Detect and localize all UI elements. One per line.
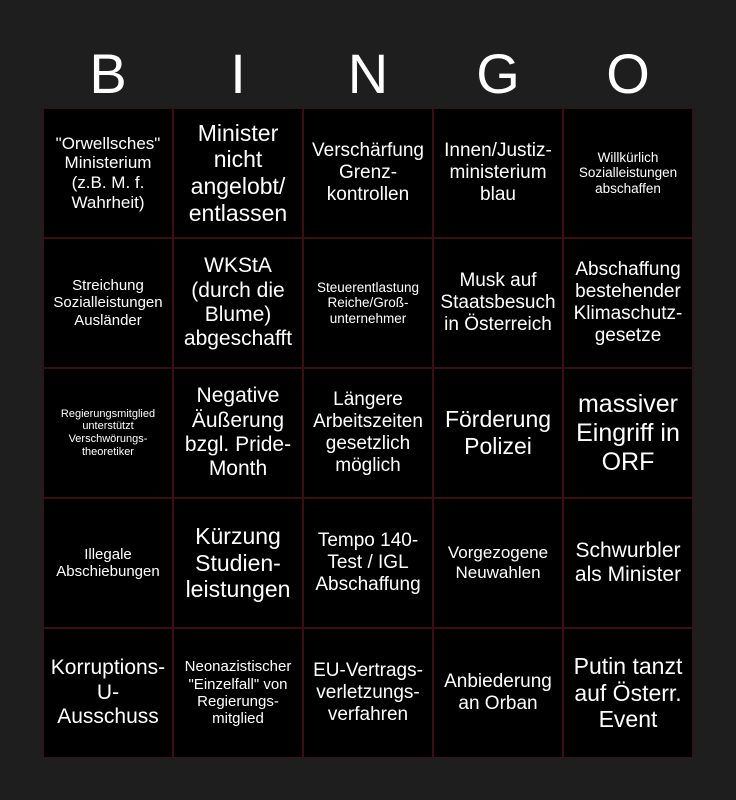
bingo-cell-4-4[interactable]: Vorgezogene Neuwahlen xyxy=(433,498,563,628)
bingo-cell-4-3[interactable]: Tempo 140-Test / IGL Abschaffung xyxy=(303,498,433,628)
bingo-cell-1-4[interactable]: Innen/Justiz-ministerium blau xyxy=(433,108,563,238)
header-letter-g: G xyxy=(476,42,520,105)
bingo-cell-2-2[interactable]: WKStA (durch die Blume) abgeschafft xyxy=(173,238,303,368)
bingo-cell-2-4[interactable]: Musk auf Staatsbesuch in Österreich xyxy=(433,238,563,368)
bingo-cell-3-5[interactable]: massiver Eingriff in ORF xyxy=(563,368,693,498)
header-letter-i: I xyxy=(230,42,246,105)
bingo-cell-2-5[interactable]: Abschaffung bestehender Klimaschutz-gesetze xyxy=(563,238,693,368)
bingo-cell-4-2[interactable]: Kürzung Studien-leistungen xyxy=(173,498,303,628)
bingo-cell-3-4[interactable]: Förderung Polizei xyxy=(433,368,563,498)
header-letter-o: O xyxy=(606,42,650,105)
header-letter-n: N xyxy=(347,42,389,105)
bingo-cell-5-5[interactable]: Putin tanzt auf Österr. Event xyxy=(563,628,693,758)
header-letter-b: B xyxy=(89,42,127,105)
bingo-header xyxy=(43,40,693,108)
bingo-cell-5-3[interactable]: EU-Vertrags-verletzungs-verfahren xyxy=(303,628,433,758)
bingo-cell-3-1[interactable]: Regierungsmitglied unterstützt Verschwörungs-theoretiker xyxy=(43,368,173,498)
bingo-cell-1-2[interactable]: Minister nicht angelobt/ entlassen xyxy=(173,108,303,238)
bingo-cell-3-3[interactable]: Längere Arbeitszeiten gesetzlich möglich xyxy=(303,368,433,498)
bingo-grid xyxy=(43,108,693,758)
bingo-cell-1-5[interactable]: Willkürlich Sozialleistungen abschaffen xyxy=(563,108,693,238)
bingo-cell-2-3[interactable]: Steuerentlastung Reiche/Groß-unternehmer xyxy=(303,238,433,368)
bingo-cell-4-5[interactable]: Schwurbler als Minister xyxy=(563,498,693,628)
bingo-cell-5-1[interactable]: Korruptions-U-Ausschuss xyxy=(43,628,173,758)
bingo-cell-4-1[interactable]: Illegale Abschiebungen xyxy=(43,498,173,628)
bingo-cell-2-1[interactable]: Streichung Sozialleistungen Ausländer xyxy=(43,238,173,368)
bingo-cell-5-4[interactable]: Anbiederung an Orban xyxy=(433,628,563,758)
bingo-cell-3-2[interactable]: Negative Äußerung bzgl. Pride-Month xyxy=(173,368,303,498)
bingo-cell-1-3[interactable]: Verschärfung Grenz-kontrollen xyxy=(303,108,433,238)
bingo-cell-5-2[interactable]: Neonazistischer "Einzelfall" von Regierungs-mitglied xyxy=(173,628,303,758)
bingo-cell-1-1[interactable]: "Orwellsches" Ministerium (z.B. M. f. Wahrheit) xyxy=(43,108,173,238)
